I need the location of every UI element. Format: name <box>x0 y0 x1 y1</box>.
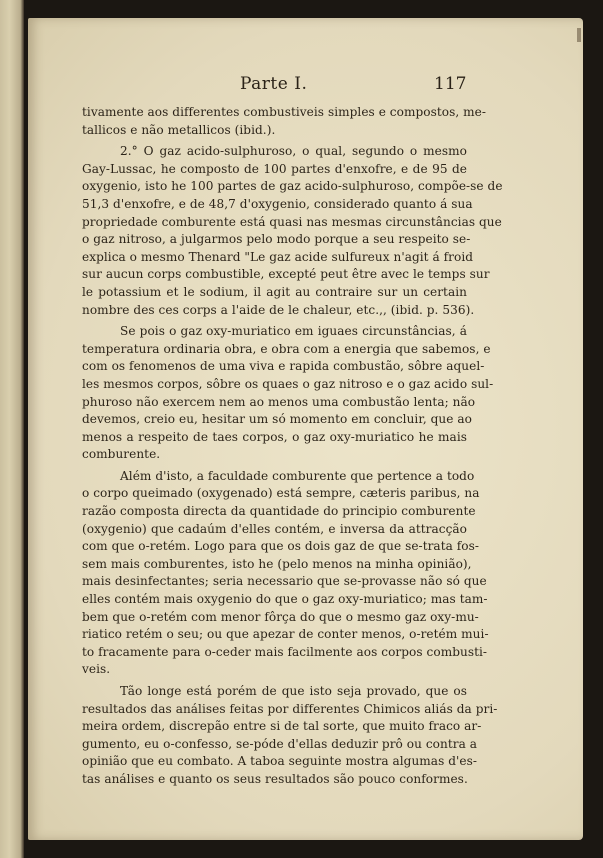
text-line: meira ordem, discrepão entre si de tal sorte, que muito fraco ar- <box>82 719 482 734</box>
text-line: tas análises e quanto os seus resultados são pouco conformes. <box>82 771 468 786</box>
text-line: o corpo queimado (oxygenado) está sempre, cæteris paribus, na <box>82 486 480 501</box>
page-edge-mark <box>577 28 581 42</box>
text-line: 2.° O gaz acido-sulphuroso, o qual, segundo o mesmo <box>120 144 467 159</box>
text-line: le potassium et le sodium, il agit au contraire sur un certain <box>82 284 467 299</box>
text-line: explica o mesmo Thenard "Le gaz acide sulfureux n'agit á froid <box>82 249 474 264</box>
paragraph-oxy-muriatico <box>82 323 494 464</box>
page-number: 117 <box>434 74 467 94</box>
text-line: opinião que eu combato. A taboa seguinte mostra algumas d'es- <box>82 754 477 769</box>
text-line: devemos, creio eu, hesitar um só momento em concluir, que ao <box>82 412 472 427</box>
paragraph-faculdade-comburente <box>82 468 489 679</box>
paragraph-analyses <box>82 683 498 789</box>
text-line: to fracamente para o-ceder mais facilmente aos corpos combusti- <box>82 644 488 659</box>
text-line: les mesmos corpos, sôbre os quaes o gaz nitroso e o gaz acido sul- <box>82 376 494 391</box>
paragraph-continuation <box>82 104 487 139</box>
text-line: propriedade comburente está quasi nas mesmas circunstâncias que <box>82 214 502 229</box>
text-line: tivamente aos differentes combustiveis simples e compostos, me- <box>82 105 487 119</box>
text-line: nombre des ces corps a l'aide de le chaleur, etc.,, (ibid. p. 536). <box>82 302 475 317</box>
text-line: (oxygenio) que cadaúm d'elles contém, e inversa da attracção <box>82 521 467 536</box>
text-line: temperatura ordinaria obra, e obra com a energia que sabemos, e <box>82 341 491 356</box>
text-line: gumento, eu o-confesso, se-póde d'ellas deduzir prô ou contra a <box>82 736 477 751</box>
text-line: sur aucun corps combustible, excepté peut être avec le temps sur <box>82 267 490 282</box>
running-head: Parte I. <box>240 74 308 94</box>
text-line: razão composta directa da quantidade do principio comburente <box>82 504 476 519</box>
text-line: phuroso não exercem nem ao menos uma combustão lenta; não <box>82 394 476 409</box>
text-line: sem mais comburentes, isto he (pelo menos na minha opinião), <box>82 556 472 571</box>
text-line: 51,3 d'enxofre, e de 48,7 d'oxygenio, considerado quanto á sua <box>82 196 473 211</box>
text-line: menos a respeito de taes corpos, o gaz oxy-muriatico he mais <box>82 429 467 444</box>
previous-page-edge <box>0 0 24 858</box>
body-text <box>82 104 503 789</box>
book-page <box>28 18 583 840</box>
text-line: o gaz nitroso, a julgarmos pelo modo porque a seu respeito se- <box>82 232 471 247</box>
paragraph-gaz-acido-sulphuroso <box>82 143 503 319</box>
text-line: Gay-Lussac, he composto de 100 partes d'enxofre, e de 95 de <box>82 161 467 176</box>
page-header <box>28 74 583 100</box>
text-line: mais desinfectantes; seria necessario que se-provasse não só que <box>82 574 487 589</box>
text-line: Além d'isto, a faculdade comburente que pertence a todo <box>120 468 475 483</box>
text-line: elles contém mais oxygenio do que o gaz oxy-muriatico; mas tam- <box>82 592 488 607</box>
text-line: comburente. <box>82 447 161 462</box>
text-line: tallicos e não metallicos (ibid.). <box>82 122 276 137</box>
text-line: Tão longe está porém de que isto seja provado, que os <box>120 684 467 698</box>
text-line: com que o-retém. Logo para que os dois gaz de que se-trata fos- <box>82 539 480 554</box>
text-line: bem que o-retém com menor fôrça do que o mesmo gaz oxy-mu- <box>82 609 479 624</box>
text-line: Se pois o gaz oxy-muriatico em iguaes circunstâncias, á <box>120 324 467 339</box>
text-line: riatico retém o seu; ou que apezar de conter menos, o-retém mui- <box>82 627 489 642</box>
text-line: oxygenio, isto he 100 partes de gaz acido-sulphuroso, compõe-se de <box>82 179 503 194</box>
text-line: com os fenomenos de uma viva e rapida combustão, sôbre aquel- <box>82 359 485 374</box>
text-line: veis. <box>82 662 111 677</box>
text-line: resultados das análises feitas por differentes Chimicos aliás da pri- <box>82 701 498 716</box>
